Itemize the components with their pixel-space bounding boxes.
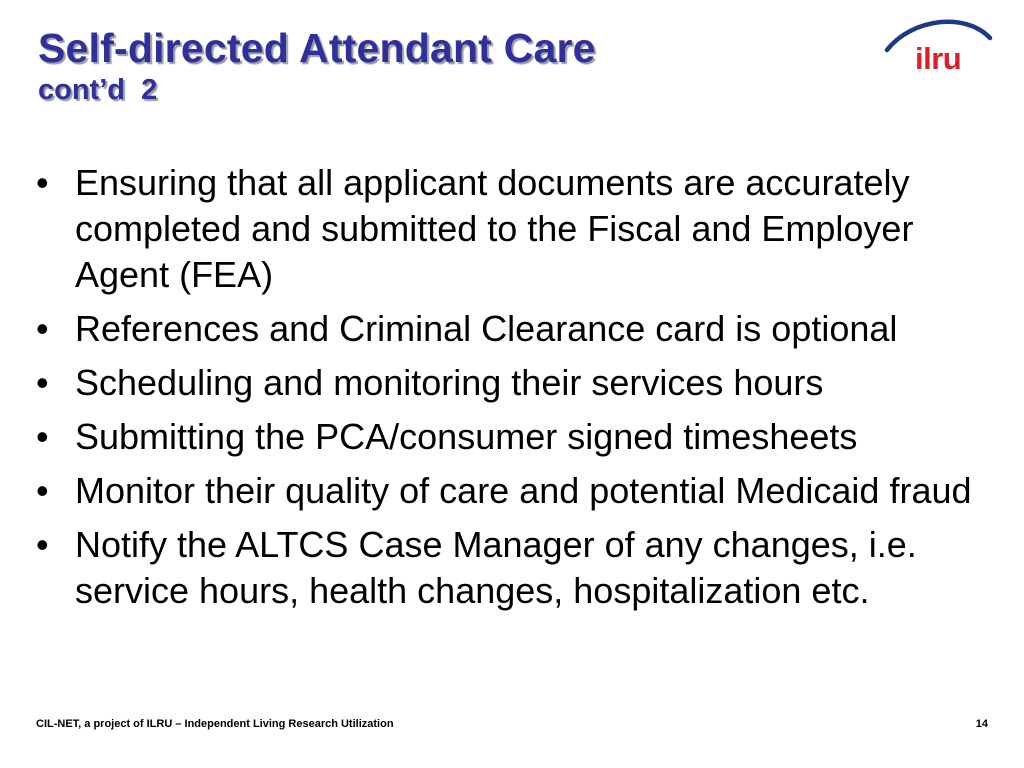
bullet-text: Monitor their quality of care and potential Medicaid fraud: [75, 470, 972, 511]
bullet-text: Scheduling and monitoring their services hours: [75, 362, 824, 403]
slide-title: [38, 26, 596, 107]
bullet-marker: •: [36, 416, 49, 457]
bullet-item: [36, 160, 986, 298]
ilru-logo: [884, 14, 994, 76]
logo-text: ilru: [915, 41, 962, 76]
bullet-text: References and Criminal Clearance card is optional: [75, 308, 898, 349]
bullet-item: [36, 468, 986, 514]
page-number: 14: [975, 718, 988, 730]
bullet-text: Notify the ALTCS Case Manager of any changes, i.e. service hours, health changes, hospitalization etc.: [75, 524, 917, 611]
bullet-marker: •: [36, 524, 49, 565]
bullet-marker: •: [36, 308, 49, 349]
bullet-text: Submitting the PCA/consumer signed timesheets: [75, 416, 858, 457]
bullet-item: [36, 306, 986, 352]
bullet-marker: •: [36, 470, 49, 511]
bullet-text: Ensuring that all applicant documents are accurately completed and submitted to the Fiscal and Employer Agent (FEA): [75, 162, 914, 295]
bullet-marker: •: [36, 362, 49, 403]
bullet-marker: •: [36, 162, 49, 203]
bullet-item: [36, 414, 986, 460]
bullet-item: [36, 522, 986, 614]
title-subtitle: cont’d 2: [38, 74, 158, 107]
bullet-list: [36, 160, 986, 622]
bullet-item: [36, 360, 986, 406]
title-main: Self-directed Attendant Care: [38, 25, 596, 71]
footer-text: CIL-NET, a project of ILRU – Independent Living Research Utilization: [36, 718, 394, 730]
